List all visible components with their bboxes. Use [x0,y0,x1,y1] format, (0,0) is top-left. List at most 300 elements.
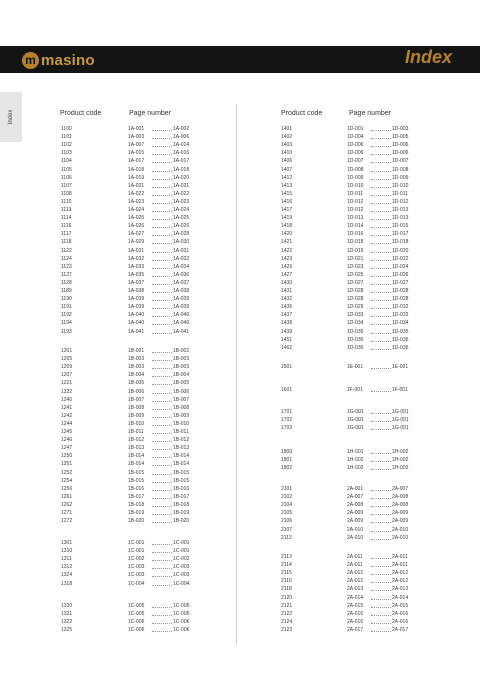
page-to: 1D-034 [392,320,409,327]
page-from: 1B-005 [128,380,145,387]
product-code: 2106 [281,518,293,525]
page-from: 2A-017 [347,626,364,633]
page-to: 2A-015 [392,602,409,609]
product-code: 1427 [281,271,293,278]
dot-leader [371,296,391,301]
page-to: 1C-001 [173,548,190,555]
dot-leader [371,586,391,591]
page-from: 1B-014 [128,453,145,460]
page-to: 1C-001 [173,540,190,546]
product-code: 1702 [281,417,293,424]
page-to: 1A-018 [173,166,190,173]
page-from: 1A-001 [128,126,145,132]
dot-leader [152,183,172,188]
page-from: 1A-033 [128,263,145,270]
dot-leader [371,570,391,575]
page-to: 1B-020 [173,518,190,525]
dot-leader [371,337,391,342]
page-from: 1A-040 [128,320,145,327]
dot-leader [371,457,391,462]
dot-leader [152,231,172,236]
side-tab-index [0,92,22,142]
left-page-number-header: Page number [129,110,172,117]
dot-leader [371,345,391,350]
product-code: 2112 [281,534,292,541]
product-code: 1240 [61,396,73,403]
dot-leader [371,312,391,317]
product-code: 1801 [281,457,293,464]
product-code: 1201 [61,348,73,354]
product-code: 1272 [61,518,73,525]
dot-leader [152,405,172,410]
page-from: 2A-008 [347,502,364,509]
product-code: 1412 [281,174,293,181]
page-from: 1B-012 [128,437,145,444]
page-to: 1A-030 [173,239,190,246]
page-from: 1A-039 [128,304,145,311]
page-from: 2A-013 [347,586,364,593]
dot-leader [371,518,391,523]
dot-leader [152,207,172,212]
page-from: 1D-006 [347,142,364,149]
page-from: 1C-005 [128,603,145,609]
product-code: 1191 [61,304,72,311]
page-from: 1D-001 [347,126,364,132]
product-code: 1432 [281,296,293,303]
page-to: 1A-017 [173,158,190,165]
product-code: 1207 [61,372,73,379]
page-from: 2A-001 [347,486,364,492]
page-to: 1B-018 [173,501,190,508]
dot-leader [371,364,391,369]
product-code: 1247 [61,445,73,452]
page-to: 1A-028 [173,231,190,238]
dot-leader [152,215,172,220]
dot-leader [152,248,172,253]
right-page-number-header: Page number [349,110,392,117]
product-code: 1271 [61,510,73,516]
page-to: 2A-010 [392,534,409,541]
product-code: 1417 [281,207,293,213]
page-to: 1B-004 [173,372,190,379]
dot-leader [371,387,391,392]
page-to: 1B-015 [173,477,190,484]
page-from: 1B-015 [128,477,145,484]
product-code: 1322 [61,619,73,626]
page-from: 1B-020 [128,518,145,525]
page-to: 1G-001 [392,425,409,432]
page-to: 1B-005 [173,380,190,387]
page-from: 1A-039 [128,296,145,303]
product-code: 1438 [281,320,293,327]
page-from: 2A-015 [347,602,364,609]
page-to: 1D-027 [392,279,409,286]
dot-leader [152,611,172,616]
product-code: 1205 [61,356,73,363]
page-from: 1B-015 [128,469,145,476]
page-from: 1A-017 [128,158,145,165]
page-to: 1D-024 [392,263,409,270]
product-code: 1401 [281,126,293,132]
dot-leader [152,603,172,608]
dot-leader [371,329,391,334]
page-from: 1A-022 [128,190,145,197]
dot-leader [152,453,172,458]
page-from: 1H-003 [347,465,364,472]
page-from: 1D-012 [347,198,364,205]
dot-leader [371,595,391,600]
dot-leader [371,486,391,491]
page-to: 1B-014 [173,461,190,468]
page-from: 1B-016 [128,485,145,492]
product-code: 1701 [281,409,293,415]
page-to: 1B-009 [173,412,190,419]
page-from: 1A-018 [128,166,145,173]
page-from: 2A-010 [347,526,364,533]
page-from: 1C-001 [128,540,145,546]
dot-leader [152,312,172,317]
dot-leader [152,264,172,269]
dot-leader [152,564,172,569]
page-from: 1D-036 [347,344,364,351]
page-from: 1D-019 [347,247,364,254]
page-from: 1A-003 [128,134,145,141]
product-code: 1190 [61,296,72,303]
page-from: 1C-003 [128,572,145,579]
page-from: 1D-009 [347,174,364,181]
product-code: 1193 [61,328,72,335]
product-code: 2107 [281,526,293,533]
page-from: 2A-012 [347,570,364,577]
product-code: 1114 [61,215,72,222]
page-from: 1D-029 [347,304,364,311]
dot-leader [152,348,172,353]
product-code: 2104 [281,502,293,509]
page-from: 1H-001 [347,449,364,455]
page-from: 1A-015 [128,150,145,157]
right-product-code-header: Product code [281,110,323,117]
product-code: 1242 [61,412,73,419]
dot-leader [152,256,172,261]
page-to: 1B-010 [173,420,190,427]
dot-leader [371,215,391,220]
product-code: 1106 [61,174,72,181]
product-code: 1437 [281,312,293,319]
brand-name: masino [41,51,95,69]
page-from: 1B-011 [128,429,144,435]
dot-leader [371,191,391,196]
page-to: 1H-002 [392,457,409,464]
page-from: 1A-019 [128,174,145,181]
page-from: 1A-026 [128,223,145,230]
page-from: 1C-006 [128,627,145,634]
page-from: 1B-009 [128,412,145,419]
dot-leader [371,449,391,454]
dot-leader [371,142,391,147]
page-to: 2A-011 [392,562,408,569]
product-code: 2114 [281,562,292,569]
page-to: 1A-038 [173,288,190,294]
page-to: 1D-008 [392,166,409,173]
page-to: 1B-007 [173,396,190,403]
product-code: 1402 [281,134,293,141]
dot-leader [152,437,172,442]
product-code: 1244 [61,420,73,427]
dot-leader [371,175,391,180]
page-to: 1A-014 [173,142,190,149]
dot-leader [371,134,391,139]
dot-leader [152,191,172,196]
product-code: 1128 [61,279,72,286]
dot-leader [152,510,172,515]
product-code: 1107 [61,182,72,189]
page-to: 1A-021 [173,182,190,189]
product-code: 1241 [61,404,73,411]
dot-leader [371,527,391,532]
page-to: 1A-040 [173,312,190,319]
page-from: 1D-025 [347,271,364,278]
page-to: 1A-022 [173,190,190,197]
dot-leader [152,581,172,586]
product-code: 2101 [281,486,293,492]
page-from: 1A-041 [128,328,145,335]
dot-leader [371,562,391,567]
page-to: 1H-003 [392,465,409,472]
page-from: 1A-024 [128,207,145,213]
page-to: 1B-017 [173,493,190,500]
product-code: 1421 [281,239,293,246]
product-code: 2113 [281,554,292,560]
product-code: 1310 [61,548,73,555]
page-from: 1A-021 [128,182,145,189]
page-from: 2A-009 [347,510,364,517]
page-from: 1C-001 [128,548,145,555]
page-from: 1C-005 [128,611,145,618]
page-to: 1D-015 [392,223,409,230]
page-to: 1D-028 [392,296,409,303]
dot-leader [152,461,172,466]
product-code: 1222 [61,388,73,395]
page-to: 2A-013 [392,586,409,593]
product-code: 1254 [61,477,73,484]
dot-leader [152,329,172,334]
page-from: 1D-011 [347,190,364,197]
page-to: 2A-017 [392,626,409,633]
page-to: 2A-008 [392,502,409,509]
page-to: 1G-001 [392,409,409,415]
dot-leader [371,256,391,261]
page-to: 1C-003 [173,572,190,579]
page-from: 1D-028 [347,288,364,294]
page-to: 1D-026 [392,271,409,278]
page-from: 1D-035 [347,328,364,335]
dot-leader [371,126,391,131]
dot-leader [152,429,172,434]
page-to: 2A-009 [392,510,409,517]
page-from: 1F-001 [347,387,363,393]
product-code: 1118 [61,239,72,246]
page-to: 1D-010 [392,182,409,189]
product-code: 1403 [281,142,293,149]
dot-leader [152,540,172,545]
page-to: 2A-007 [392,486,409,492]
page-from: 1A-037 [128,279,145,286]
page-from: 1D-004 [347,134,364,141]
page-to: 1A-024 [173,207,190,213]
dot-leader [152,494,172,499]
dot-leader [152,199,172,204]
page-from: 1G-001 [347,417,364,424]
page-to: 1D-011 [392,190,409,197]
dot-leader [371,320,391,325]
dot-leader [371,554,391,559]
page-to: 2A-016 [392,610,409,617]
page-to: 2A-014 [392,594,409,601]
page-to: 1C-002 [173,556,190,563]
page-to: 2A-010 [392,526,409,533]
product-code: 1104 [61,158,72,165]
dot-leader [371,199,391,204]
product-code: 1426 [281,263,293,270]
dot-leader [371,502,391,507]
dot-leader [152,167,172,172]
dot-leader [152,389,172,394]
page-to: 1A-023 [173,198,190,205]
page-to: 2A-012 [392,570,409,577]
side-tab-label: Index [8,109,14,125]
dot-leader [371,183,391,188]
page-to: 2A-012 [392,578,409,585]
page-to: 1D-006 [392,150,409,157]
page-from: 2A-009 [347,518,364,525]
page-to: 1C-005 [173,611,190,618]
page-to: 1A-031 [173,247,190,254]
product-code: 1100 [61,126,72,132]
product-code: 2120 [281,594,293,601]
dot-leader [152,288,172,293]
page-to: 1A-016 [173,150,190,157]
page-from: 1D-021 [347,255,364,262]
page-from: 1C-006 [128,619,145,626]
page-from: 2A-014 [347,594,364,601]
dot-leader [152,502,172,507]
dot-leader [152,223,172,228]
page-from: 1B-008 [128,404,145,411]
page-to: 1F-001 [392,387,408,393]
product-code: 1194 [61,320,72,327]
page-from: 1C-004 [128,580,145,587]
product-code: 1192 [61,312,72,319]
page-to: 1B-002 [173,348,190,354]
page-to: 1H-002 [392,449,409,455]
product-code: 1601 [281,387,293,393]
dot-leader [152,150,172,155]
dot-leader [371,425,391,430]
page-from: 1B-010 [128,420,145,427]
dot-leader [371,264,391,269]
dot-leader [152,296,172,301]
page-from: 1D-027 [347,279,364,286]
dot-leader [152,619,172,624]
dot-leader [152,142,172,147]
product-code: 2102 [281,494,293,501]
page-to: 1C-006 [173,627,190,634]
page-from: 1A-035 [128,271,145,278]
product-code: 1413 [281,182,293,189]
dot-leader [152,627,172,632]
product-code: 1102 [61,142,72,149]
dot-leader [371,223,391,228]
dot-leader [152,421,172,426]
dot-leader [371,158,391,163]
product-code: 1321 [61,611,73,618]
dot-leader [371,535,391,540]
page-to: 1B-003 [173,364,190,371]
page-to: 1D-035 [392,328,409,335]
page-title: Index [404,47,452,67]
page-to: 1B-003 [173,356,190,363]
product-code: 1418 [281,223,293,230]
page-to: 1C-005 [173,603,190,609]
page-from: 1H-002 [347,457,364,464]
page-to: 1B-011 [173,429,189,435]
product-code: 1436 [281,304,293,311]
page-from: 2A-016 [347,618,364,625]
product-code: 1703 [281,425,293,432]
page-from: 1D-013 [347,215,364,222]
product-code: 1422 [281,247,293,254]
page-to: 1A-026 [173,223,190,230]
page-from: 2A-007 [347,494,364,501]
dot-leader [152,272,172,277]
page-to: 1B-006 [173,388,190,395]
product-code: 1101 [61,134,72,141]
page-to: 1D-036 [392,336,409,343]
product-code: 1256 [61,485,73,492]
page-to: 1A-032 [173,255,190,262]
product-code: 1325 [61,627,73,634]
page-to: 1D-028 [392,288,409,294]
page-from: 1D-012 [347,207,364,213]
page-from: 2A-012 [347,578,364,585]
dot-leader [371,603,391,608]
page-to: 1B-015 [173,469,190,476]
page-from: 1D-008 [347,166,364,173]
page-to: 1D-017 [392,231,409,238]
page-to: 1C-006 [173,619,190,626]
page-from: 1B-006 [128,388,145,395]
page-to: 1A-025 [173,215,190,222]
dot-leader [371,465,391,470]
product-code: 1410 [281,150,293,157]
dot-leader [152,239,172,244]
dot-leader [152,556,172,561]
page-to: 2A-011 [392,554,408,560]
product-code: 1105 [61,166,72,173]
page-from: 1G-001 [347,409,364,415]
page-from: 1G-001 [347,425,364,432]
product-code: 1439 [281,328,293,335]
page-from: 1D-034 [347,320,364,327]
product-code: 2122 [281,610,293,617]
product-code: 1451 [281,336,293,343]
page-to: 1D-005 [392,134,409,141]
page-from: 1D-036 [347,336,364,343]
product-code: 1320 [61,603,73,609]
page-to: 1A-041 [173,328,190,335]
product-code: 1122 [61,247,72,254]
page-from: 1B-003 [128,364,145,371]
